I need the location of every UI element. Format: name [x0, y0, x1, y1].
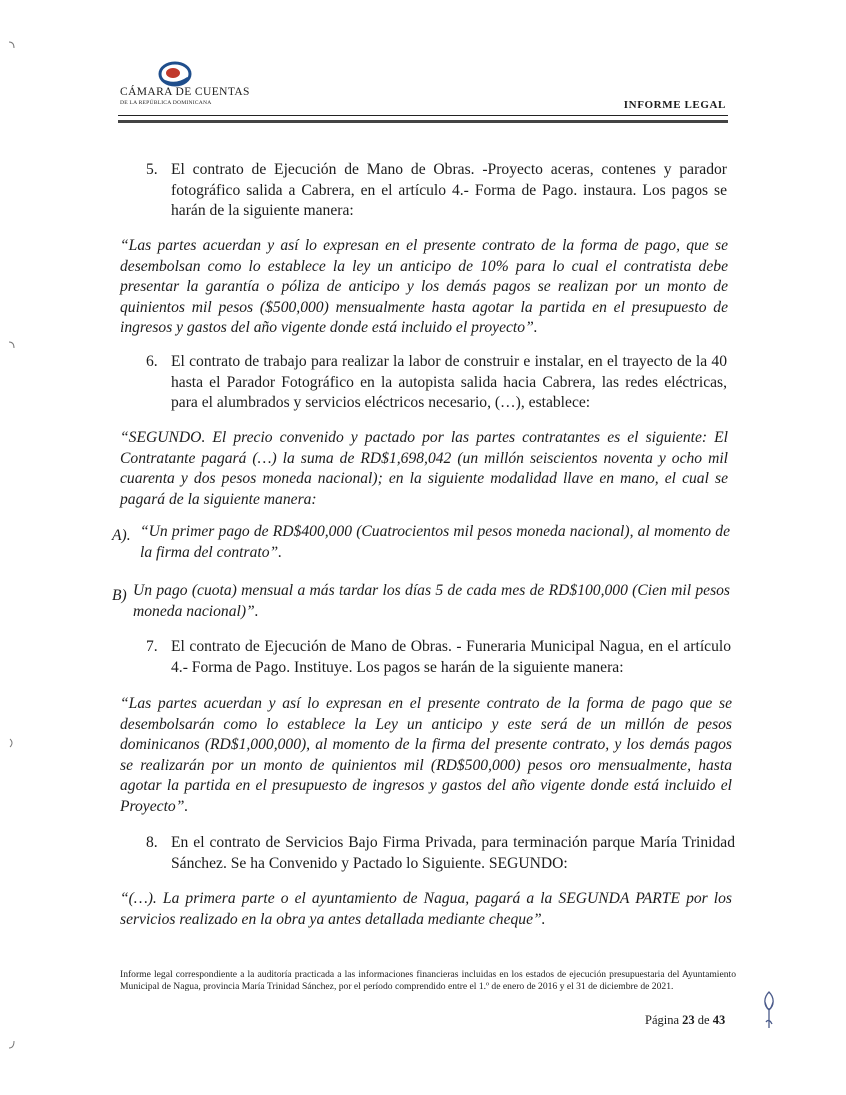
footer-note: Informe legal correspondiente a la auditoría practicada a las informaciones financieras incluidas en los estados de ejecución presupuestaria del Ayuntamiento Municipal de Nagua, provincia María Trinidad Sánchez, por el período comprendido entre el 1.º de enero de 2016 y el 31 de diciembre de 2021.	[120, 969, 736, 992]
item-text: El contrato de Ejecución de Mano de Obras. -Proyecto aceras, contenes y parador fotográfico salida a Cabrera, en el artículo 4.- Forma de Pago. instaura. Los pagos se harán de la siguiente manera:	[171, 161, 727, 219]
item-number: 7.	[146, 638, 158, 655]
signature-initials-icon	[760, 990, 778, 1030]
item-text: En el contrato de Servicios Bajo Firma Privada, para terminación parque María Trinidad Sánchez. Se ha Convenido y Pactado lo Siguiente. SEGUNDO:	[171, 834, 735, 872]
page-total: 43	[712, 1013, 726, 1027]
item-text: El contrato de Ejecución de Mano de Obras. - Funeraria Municipal Nagua, en el artículo 4.- Forma de Pago. Instituye. Los pagos se harán de la siguiente manera:	[171, 638, 731, 676]
item-quote: “SEGUNDO. El precio convenido y pactado por las partes contratantes es el siguiente: El Contratante pagará (…) la suma de RD$1,698,042 (un millón seiscientos noventa y ocho mil cuarenta y dos pesos moneda nacional); en la siguiente modalidad llave en mano, el cual se pagará de la siguiente manera:	[120, 429, 728, 508]
page-of: de	[697, 1013, 710, 1027]
punch-hole-mark-icon	[8, 40, 16, 50]
punch-hole-mark-icon	[8, 1040, 16, 1050]
item-quote: “Las partes acuerdan y así lo expresan en el presente contrato de la forma de pago que se desembolsarán como lo establece la Ley un anticipo y este será de un millón de pesos dominicanos (RD$1,000,000), al momento de la firma del presente contrato, y los demás pagos se realizarán por un monto de quinientos mil (RD$500,000) pesos oro mensualmente, hasta agotar la partida en el presupuesto de ingresos y gastos del año vigente donde está incluido el Proyecto”.	[120, 695, 732, 815]
punch-hole-mark-icon	[8, 340, 16, 350]
header-divider-thick	[118, 120, 728, 123]
subitem-label: A).	[112, 527, 131, 544]
item-number: 5.	[146, 161, 158, 178]
org-subtitle: DE LA REPÚBLICA DOMINICANA	[120, 100, 212, 106]
item-quote: “Las partes acuerdan y así lo expresan en el presente contrato de la forma de pago, que se desembolsan como lo establece la ley un anticipo de 10% para lo cual el contratista debe presentar la garantía o póliza de anticipo y los demás pagos se realizan por un monto de quinientos mil pesos ($500,000) mensualmente hasta agotar la partida en el presupuesto de ingresos y gastos del año vigente donde está incluido el proyecto”.	[120, 237, 728, 336]
page-label: Página	[645, 1013, 680, 1027]
punch-hole-mark-icon	[8, 738, 16, 748]
document-type: INFORME LEGAL	[623, 99, 726, 111]
subitem-text: Un pago (cuota) mensual a más tardar los días 5 de cada mes de RD$100,000 (Cien mil pesos moneda nacional)”.	[133, 582, 730, 620]
page-current: 23	[682, 1013, 695, 1027]
page-number	[645, 1013, 725, 1028]
org-name: CÁMARA DE CUENTAS	[120, 86, 250, 98]
subitem-label: B)	[112, 587, 127, 604]
item-number: 8.	[146, 834, 158, 851]
item-text: El contrato de trabajo para realizar la labor de construir e instalar, en el trayecto de la 40 hasta el Parador Fotográfico en la autopista salida hacia Cabrera, las redes eléctricas, para el alumbrados y servicios eléctricos necesario, (…), establece:	[171, 353, 727, 411]
camara-de-cuentas-logo-icon	[158, 60, 192, 88]
subitem-text: “Un primer pago de RD$400,000 (Cuatrocientos mil pesos moneda nacional), al momento de la firma del contrato”.	[140, 523, 730, 561]
item-quote: “(…). La primera parte o el ayuntamiento de Nagua, pagará a la SEGUNDA PARTE por los servicios realizado en la obra ya antes detallada mediante cheque”.	[120, 890, 732, 928]
item-number: 6.	[146, 353, 158, 370]
header-divider	[118, 115, 728, 116]
